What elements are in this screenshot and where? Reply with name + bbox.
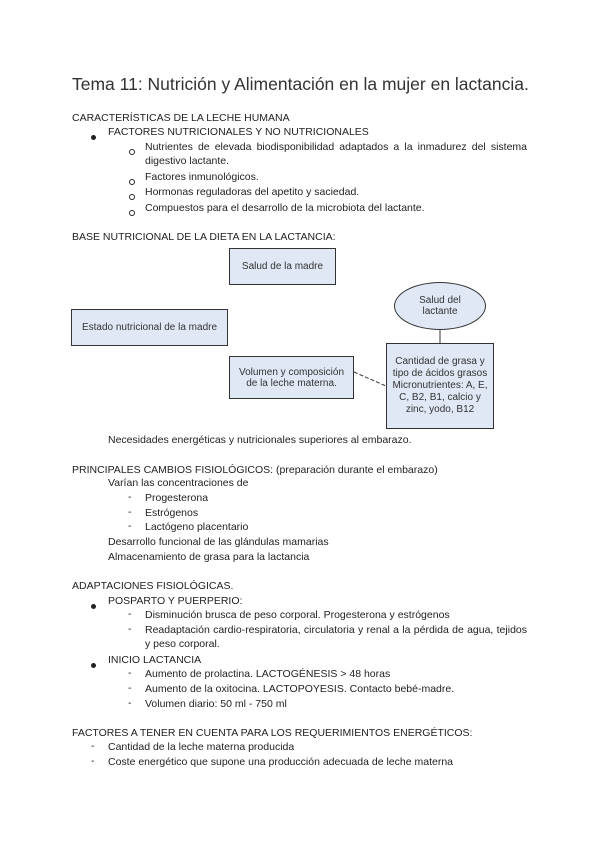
section4-item: Aumento de prolactina. LACTOGÉNESIS > 48 horas <box>145 668 391 680</box>
box-salud-madre: Salud de la madre <box>229 248 336 285</box>
dash-icon: - <box>91 740 95 752</box>
dash-icon: - <box>128 682 132 694</box>
box-volumen: Volumen y composición de la leche materna. <box>229 356 354 399</box>
dash-icon: - <box>128 623 132 635</box>
section3-item: Lactógeno placentario <box>145 521 249 533</box>
ellipse-salud-lactante: Salud del lactante <box>394 282 486 330</box>
section3-line: Almacenamiento de grasa para la lactancia <box>108 551 310 563</box>
section4-bullet: POSPARTO Y PUERPERIO: <box>108 595 243 607</box>
section1-subitem: Compuestos para el desarrollo de la microbiota del lactante. <box>145 202 425 214</box>
bullet-dot-icon <box>91 596 96 614</box>
page-title: Tema 11: Nutrición y Alimentación en la mujer en lactancia. <box>72 74 529 94</box>
section1-bullet: FACTORES NUTRICIONALES Y NO NUTRICIONALES <box>108 126 369 138</box>
section5-item: Coste energético que supone una producción adecuada de leche materna <box>108 756 453 768</box>
dash-icon: - <box>128 667 132 679</box>
section4-heading: ADAPTACIONES FISIOLÓGICAS. <box>72 580 234 592</box>
section3-item: Progesterona <box>145 492 209 504</box>
dash-icon: - <box>128 608 132 620</box>
section2-heading: BASE NUTRICIONAL DE LA DIETA EN LA LACTANCIA: <box>72 231 336 243</box>
section3-intro: Varían las concentraciones de <box>108 477 249 489</box>
section2-note: Necesidades energéticas y nutricionales superiores al embarazo. <box>108 434 412 446</box>
section4-item: Volumen diario: 50 ml - 750 ml <box>145 698 287 710</box>
section1-subitem: Nutrientes de elevada biodisponibilidad adaptados a la inmadurez del sistema digestivo lactante. <box>145 141 527 167</box>
dash-icon: - <box>128 697 132 709</box>
dash-icon: - <box>128 520 132 532</box>
box-composicion <box>386 343 494 429</box>
section1-heading: CARACTERÍSTICAS DE LA LECHE HUMANA <box>72 112 290 124</box>
section4-item: Disminución brusca de peso corporal. Progesterona y estrógenos <box>145 609 450 621</box>
section3-item: Estrógenos <box>145 507 199 519</box>
composicion-grasa: Cantidad de grasa y tipo de ácidos grasos <box>392 356 488 379</box>
dash-icon: - <box>128 506 132 518</box>
dash-icon: - <box>91 755 95 767</box>
section4-item: Aumento de la oxitocina. LACTOPOYESIS. Contacto bebé-madre. <box>145 683 455 695</box>
section3-line: Desarrollo funcional de las glándulas mamarias <box>108 536 329 548</box>
section1-subitem: Factores inmunológicos. <box>145 171 259 183</box>
section5-item: Cantidad de la leche materna producida <box>108 741 295 753</box>
dash-icon: - <box>128 491 132 503</box>
composicion-micronutrientes: Micronutrientes: A, E, C, B2, B1, calcio y zinc, yodo, B12 <box>392 380 488 415</box>
bullet-dot-icon <box>91 655 96 673</box>
section4-bullet: INICIO LACTANCIA <box>108 654 202 666</box>
box-estado-nutricional: Estado nutricional de la madre <box>71 309 228 346</box>
section3-heading: PRINCIPALES CAMBIOS FISIOLÓGICOS: (preparación durante el embarazo) <box>72 464 438 476</box>
section5-heading: FACTORES A TENER EN CUENTA PARA LOS REQUERIMIENTOS ENERGÉTICOS: <box>72 727 473 739</box>
connector-line <box>354 372 386 386</box>
section1-subitem: Hormonas reguladoras del apetito y saciedad. <box>145 186 360 198</box>
section4-item: Readaptación cardio-respiratoria, circulatoria y renal a la pérdida de agua, tejidos y peso corporal. <box>145 624 527 650</box>
